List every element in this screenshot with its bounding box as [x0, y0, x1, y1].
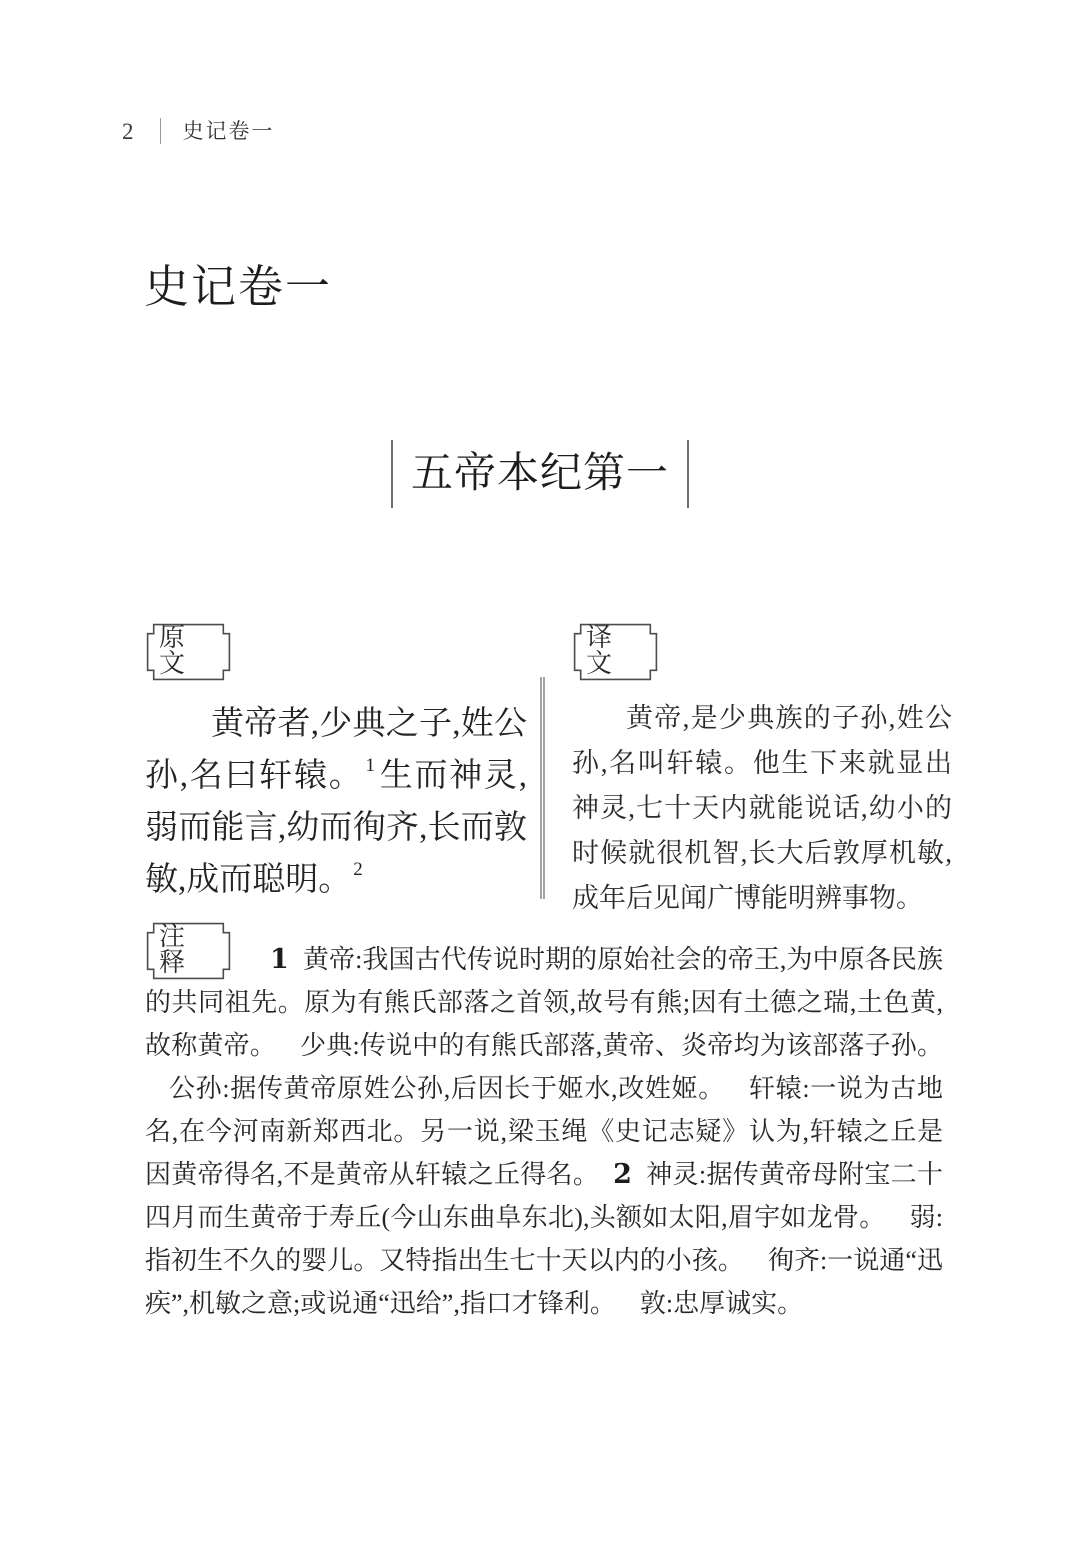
notes-label [145, 919, 232, 983]
footnote-ref-1: 1 [365, 755, 375, 776]
note-number: 1 [270, 944, 289, 975]
note-term: 敦: [639, 1289, 674, 1318]
translation-column [572, 620, 952, 921]
note-term: 弱: [909, 1203, 943, 1232]
chapter-title-bar-left [391, 440, 393, 508]
running-head [122, 118, 275, 144]
note-term: 黄帝: [302, 945, 363, 974]
chapter-title-bar-right [687, 440, 689, 508]
note-term: 公孙: [169, 1074, 230, 1103]
footnote-ref-2: 2 [353, 859, 363, 880]
note-term: 轩辕: [748, 1074, 810, 1103]
notes-label-text: 注释 [159, 922, 193, 977]
note-definition: 忠厚诚实。 [673, 1289, 804, 1318]
note-definition: 一说为古地名,在今河南新郑西北。另一说,梁玉绳《史记志疑》认为,轩辕之丘是因黄帝得名,不是黄帝从轩辕之丘得名。 [145, 1074, 943, 1189]
original-text-2: 生而神灵,弱而能言,幼而徇齐,长而敦敏,成而聪明。 [145, 758, 527, 898]
note-number: 2 [613, 1159, 632, 1190]
note-term: 徇齐: [767, 1246, 828, 1275]
notes-section [145, 916, 943, 1325]
chapter-title: 五帝本纪第一 [410, 451, 669, 497]
note-definition: 一说通“迅疾”,机敏之意;或说通“迅给”,指口才锋利。 [145, 1246, 943, 1318]
original-label-text: 原文 [159, 623, 193, 678]
original-text-1: 黄帝者,少典之子,姓公孙,名曰轩辕。 [145, 706, 527, 794]
note-definition: 据传黄帝原姓公孙,后因长于姬水,改姓姬。 [229, 1074, 725, 1103]
note-term: 神灵: [645, 1160, 707, 1189]
running-head-title: 史记卷一 [182, 118, 275, 143]
note-definition: 指初生不久的婴儿。又特指出生七十天以内的小孩。 [145, 1246, 744, 1275]
volume-title: 史记卷一 [144, 262, 333, 313]
notes-entries [145, 945, 943, 1318]
column-divider [540, 677, 545, 899]
note-definition: 传说中的有熊氏部落,黄帝、炎帝均为该部落子孙。 [359, 1031, 943, 1060]
note-definition: 我国古代传说时期的原始社会的帝王,为中原各民族的共同祖先。原为有熊氏部落之首领,故号有熊;因有土德之瑞,土色黄,故称黄帝。 [145, 945, 943, 1060]
original-label [145, 620, 232, 684]
translation-label [572, 620, 659, 684]
translation-label-text: 译文 [586, 623, 620, 678]
note-term: 少典: [300, 1031, 360, 1060]
chapter-title-group [0, 440, 1080, 508]
translation-paragraph: 黄帝,是少典族的子孙,姓公孙,名叫轩辕。他生下来就显出神灵,七十天内就能说话,幼小的时候就很机智,长大后敦厚机敏,成年后见闻广博能明辨事物。 [572, 703, 952, 913]
page-number: 2 [122, 118, 134, 144]
note-definition: 据传黄帝母附宝二十四月而生黄帝于寿丘(今山东曲阜东北),头额如太阳,眉宇如龙骨。 [145, 1160, 943, 1232]
original-column [145, 620, 527, 906]
original-paragraph [145, 698, 527, 906]
running-head-divider [160, 118, 161, 144]
